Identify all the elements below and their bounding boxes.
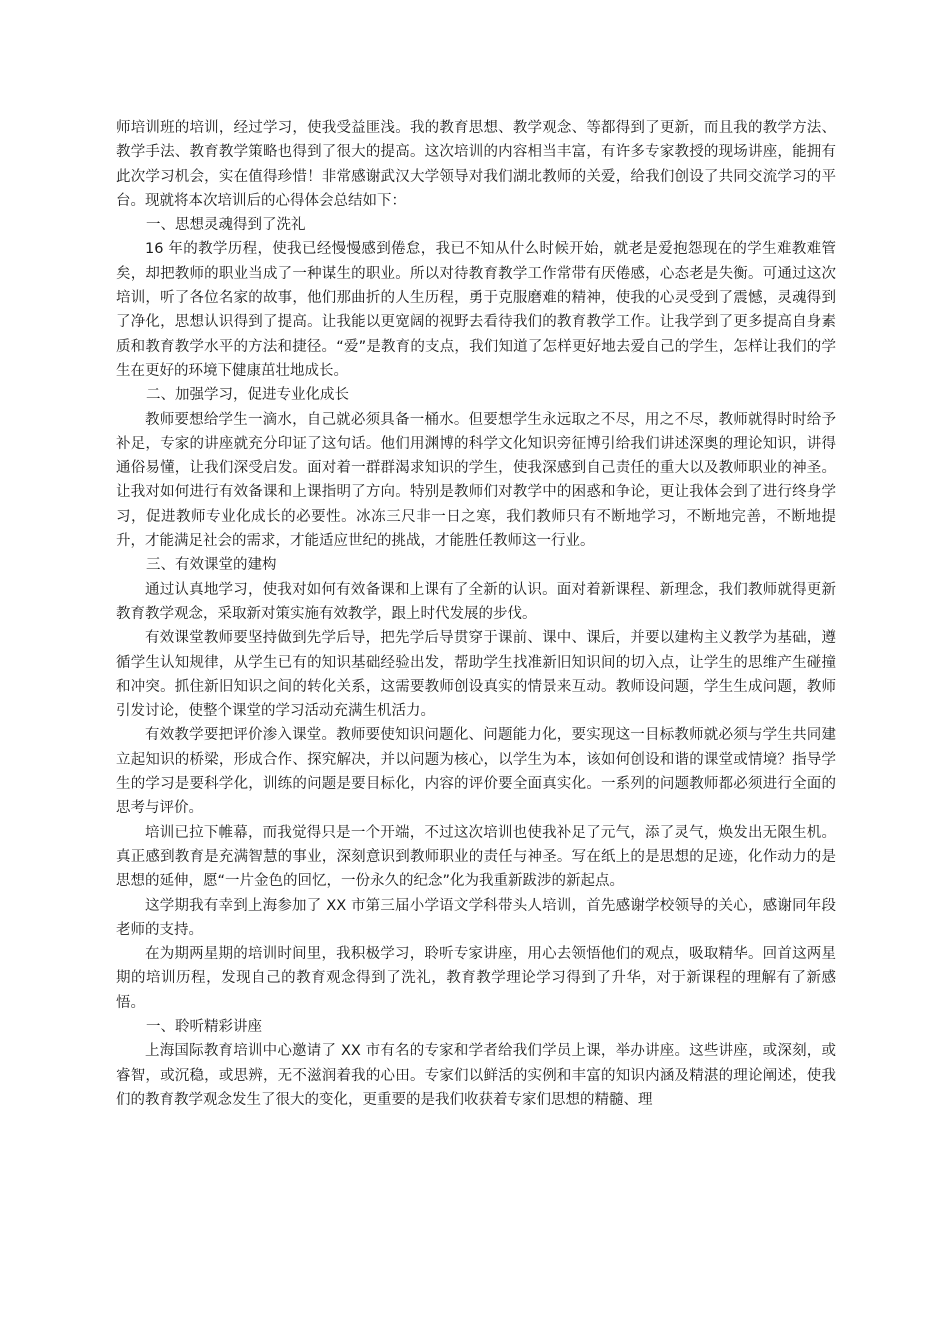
paragraph: 通过认真地学习，使我对如何有效备课和上课有了全新的认识。面对着新课程、新理念，我们教师就得更新教育教学观念，采取新对策实施有效教学，跟上时代发展的步伐。 [116,581,836,622]
paragraph: 这学期我有幸到上海参加了 XX 市第三届小学语文学科带头人培训，首先感谢学校领导的关心，感谢同年段老师的支持。 [116,897,836,938]
section-heading-4: 一、聆听精彩讲座 [146,1018,262,1035]
section-heading-3: 三、有效课堂的建构 [146,557,277,574]
paragraph: 上海国际教育培训中心邀请了 XX 市有名的专家和学者给我们学员上课，举办讲座。这些讲座，或深刻，或睿智，或沉稳，或思辨，无不滋润着我的心田。专家们以鲜活的实例和丰富的知识内涵及精湛的理论阐述，使我们的教育教学观念发生了很大的变化，更重要的是我们收获着专家们思想的精髓、理 [116,1043,836,1108]
document-body [116,116,836,1112]
paragraph: 有效教学要把评价渗入课堂。教师要使知识问题化、问题能力化，要实现这一目标教师就必须与学生共同建立起知识的桥梁，形成合作、探究解决，并以问题为核心，以学生为本，该如何创设和谐的课堂或情境？指导学生的学习是要科学化，训练的问题是要目标化，内容的评价要全面真实化。一系列的问题教师都必须进行全面的思考与评价。 [116,727,836,817]
paragraph: 教师要想给学生一滴水，自己就必须具备一桶水。但要想学生永远取之不尽，用之不尽，教师就得时时给予补足，专家的讲座就充分印证了这句话。他们用渊博的科学文化知识旁征博引给我们讲述深奥的理论知识，讲得通俗易懂，让我们深受启发。面对着一群群渴求知识的学生，使我深感到自己责任的重大以及教师职业的神圣。让我对如何进行有效备课和上课指明了方向。特别是教师们对教学中的困惑和争论，更让我体会到了进行终身学习，促进教师专业化成长的必要性。冰冻三尺非一日之寒，我们教师只有不断地学习，不断地完善，不断地提升，才能满足社会的需求，才能适应世纪的挑战，才能胜任教师这一行业。 [116,411,836,550]
paragraph: 培训已拉下帷幕，而我觉得只是一个开端，不过这次培训也使我补足了元气，添了灵气，焕发出无限生机。真正感到教育是充满智慧的事业，深刻意识到教师职业的责任与神圣。写在纸上的是思想的足迹，化作动力的是思想的延伸，愿“一片金色的回忆，一份永久的纪念”化为我重新跋涉的新起点。 [116,824,836,890]
paragraph: 16 年的教学历程，使我已经慢慢感到倦怠，我已不知从什么时候开始，就老是爱抱怨现在的学生难教难管矣，却把教师的职业当成了一种谋生的职业。所以对待教育教学工作常带有厌倦感，心态老是失衡。可通过这次培训，听了各位名家的故事，他们那曲折的人生历程，勇于克服磨难的精神，使我的心灵受到了震憾，灵魂得到了净化，思想认识得到了提高。让我能以更宽阔的视野去看待我们的教育教学工作。让我学到了更多提高自身素质和教育教学水平的方法和捷径。“爱”是教育的支点，我们知道了怎样更好地去爱自己的学生，怎样让我们的学生在更好的环境下健康茁壮地成长。 [116,241,836,379]
paragraph-intro: 师培训班的培训，经过学习，使我受益匪浅。我的教育思想、教学观念、等都得到了更新，而且我的教学方法、教学手法、教育教学策略也得到了很大的提高。这次培训的内容相当丰富，有许多专家教授的现场讲座，能拥有此次学习机会，实在值得珍惜！非常感谢武汉大学领导对我们湖北教师的关爱，给我们创设了共同交流学习的平台。现就将本次培训后的心得体会总结如下： [116,120,836,209]
section-heading-1: 一、思想灵魂得到了洗礼 [146,217,306,234]
paragraph: 在为期两星期的培训时间里，我积极学习，聆听专家讲座，用心去领悟他们的观点，吸取精华。回首这两星期的培训历程，发现自己的教育观念得到了洗礼，教育教学理论学习得到了升华，对于新课程的理解有了新感悟。 [116,946,836,1011]
paragraph: 有效课堂教师要坚持做到先学后导，把先学后导贯穿于课前、课中、课后，并要以建构主义教学为基础，遵循学生认知规律，从学生已有的知识基础经验出发，帮助学生找准新旧知识间的切入点，让学生的思维产生碰撞和冲突。抓住新旧知识之间的转化关系，这需要教师创设真实的情景来互动。教师设问题，学生生成问题，教师引发讨论，使整个课堂的学习活动充满生机活力。 [116,630,836,720]
section-heading-2: 二、加强学习，促进专业化成长 [146,387,349,404]
